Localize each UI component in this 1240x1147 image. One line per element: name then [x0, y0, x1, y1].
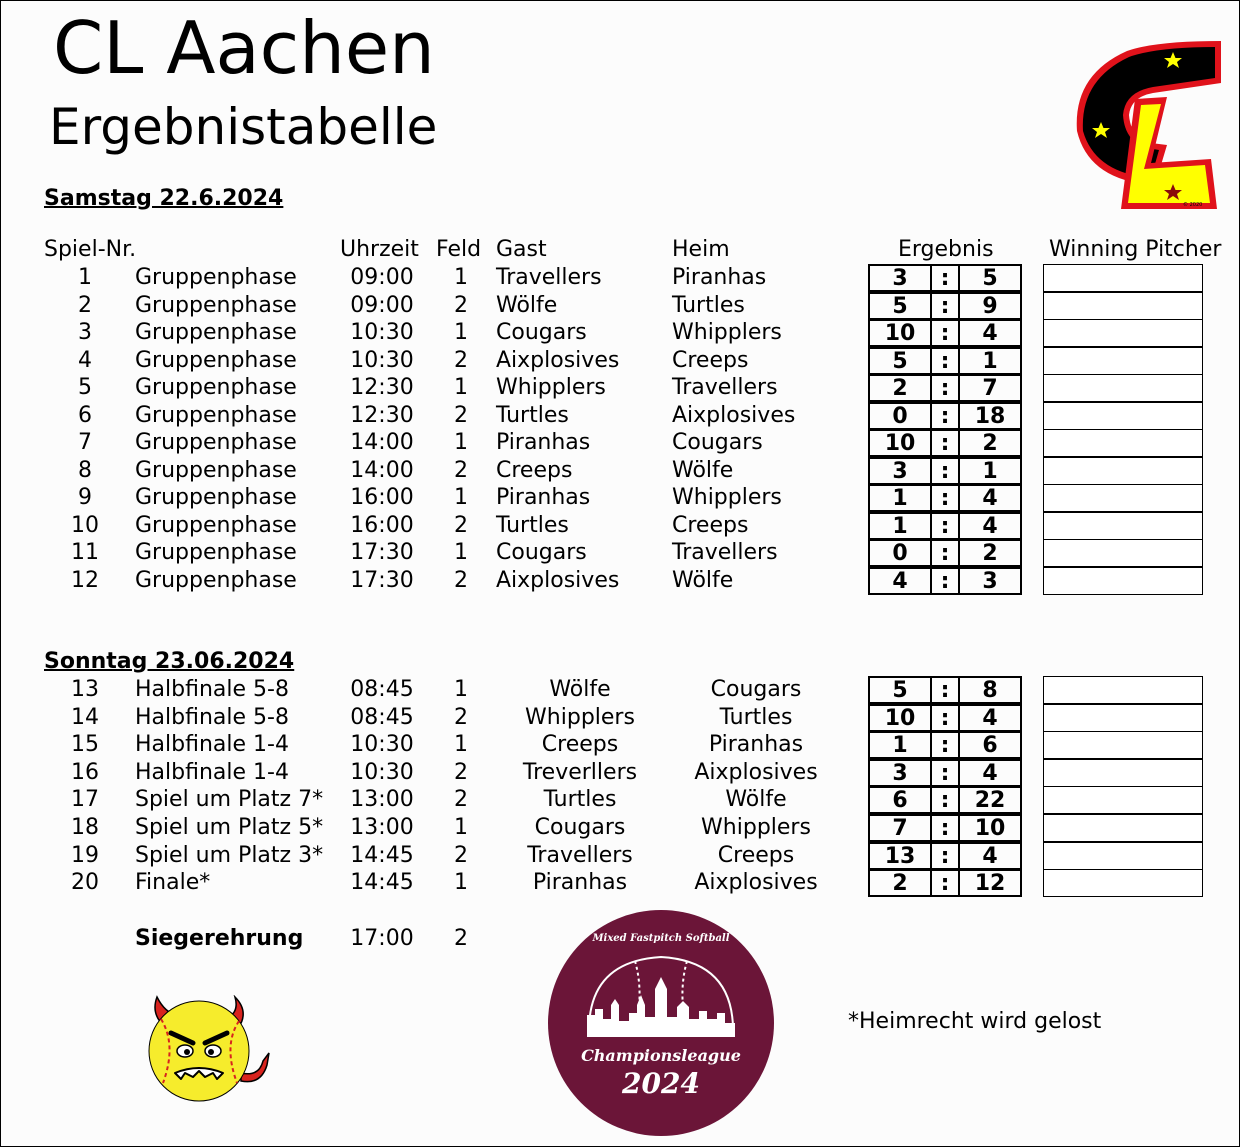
score-home: 9 — [958, 292, 1022, 320]
guest-team: Turtles — [496, 403, 569, 428]
game-number: 4 — [78, 348, 92, 373]
game-phase: Spiel um Platz 7* — [135, 787, 324, 812]
winning-pitcher-field[interactable] — [1043, 429, 1203, 457]
ceremony-field: 2 — [454, 926, 468, 951]
game-time: 14:00 — [350, 458, 414, 483]
score-separator: : — [930, 786, 960, 814]
game-field: 1 — [454, 815, 468, 840]
game-number: 17 — [71, 787, 99, 812]
score-home: 4 — [958, 484, 1022, 512]
score-home: 4 — [958, 704, 1022, 732]
score-separator: : — [930, 292, 960, 320]
game-number: 16 — [71, 760, 99, 785]
game-phase: Gruppenphase — [135, 513, 297, 538]
guest-team: Cougars — [496, 540, 587, 565]
game-time: 08:45 — [350, 677, 414, 702]
game-number: 3 — [78, 320, 92, 345]
header-spiel-nr: Spiel-Nr. — [44, 237, 137, 262]
page-subtitle: Ergebnistabelle — [49, 98, 438, 156]
score-separator: : — [930, 676, 960, 704]
game-number: 14 — [71, 705, 99, 730]
score-home: 4 — [958, 512, 1022, 540]
game-number: 15 — [71, 732, 99, 757]
score-guest: 7 — [868, 814, 932, 842]
table-row — [1, 814, 1239, 841]
score-guest: 1 — [868, 484, 932, 512]
game-time: 10:30 — [350, 320, 414, 345]
winning-pitcher-field[interactable] — [1043, 567, 1203, 595]
score-home: 6 — [958, 731, 1022, 759]
table-row — [1, 319, 1239, 346]
game-phase: Halbfinale 5-8 — [135, 705, 289, 730]
game-number: 5 — [78, 375, 92, 400]
guest-team: Travellers — [527, 843, 633, 868]
score-guest: 10 — [868, 319, 932, 347]
winning-pitcher-field[interactable] — [1043, 292, 1203, 320]
game-number: 7 — [78, 430, 92, 455]
guest-team: Travellers — [496, 265, 602, 290]
table-row — [1, 539, 1239, 566]
game-time: 17:30 — [350, 540, 414, 565]
winning-pitcher-field[interactable] — [1043, 402, 1203, 430]
winning-pitcher-field[interactable] — [1043, 814, 1203, 842]
score-separator: : — [930, 512, 960, 540]
score-guest: 5 — [868, 676, 932, 704]
guest-team: Piranhas — [532, 870, 628, 895]
game-number: 8 — [78, 458, 92, 483]
score-home: 7 — [958, 374, 1022, 402]
game-field: 2 — [454, 787, 468, 812]
guest-team: Aixplosives — [496, 348, 620, 373]
guest-team: Whipplers — [496, 375, 606, 400]
game-field: 2 — [454, 513, 468, 538]
game-time: 13:00 — [350, 815, 414, 840]
game-phase: Gruppenphase — [135, 485, 297, 510]
score-guest: 3 — [868, 759, 932, 787]
winning-pitcher-field[interactable] — [1043, 457, 1203, 485]
game-number: 18 — [71, 815, 99, 840]
score-home: 8 — [958, 676, 1022, 704]
logo-small-text: © 2020 — [1183, 202, 1203, 208]
game-time: 13:00 — [350, 787, 414, 812]
game-number: 11 — [71, 540, 99, 565]
score-guest: 0 — [868, 539, 932, 567]
score-guest: 1 — [868, 512, 932, 540]
day2-heading: Sonntag 23.06.2024 — [44, 649, 295, 674]
game-number: 20 — [71, 870, 99, 895]
score-home: 4 — [958, 319, 1022, 347]
cl-logo-icon — [1071, 35, 1225, 213]
score-separator: : — [930, 484, 960, 512]
game-number: 10 — [71, 513, 99, 538]
home-team: Travellers — [672, 540, 778, 565]
game-field: 2 — [454, 843, 468, 868]
game-time: 09:00 — [350, 265, 414, 290]
guest-team: Aixplosives — [496, 568, 620, 593]
score-home: 2 — [958, 539, 1022, 567]
header-feld: Feld — [436, 237, 482, 262]
game-field: 2 — [454, 458, 468, 483]
score-guest: 2 — [868, 374, 932, 402]
home-team: Turtles — [672, 293, 745, 318]
game-number: 9 — [78, 485, 92, 510]
game-field: 1 — [454, 870, 468, 895]
game-field: 1 — [454, 265, 468, 290]
score-separator: : — [930, 567, 960, 595]
ceremony-time: 17:00 — [350, 926, 414, 951]
score-separator: : — [930, 704, 960, 732]
score-home: 2 — [958, 429, 1022, 457]
table-row — [1, 869, 1239, 896]
winning-pitcher-field[interactable] — [1043, 539, 1203, 567]
home-team: Wölfe — [672, 568, 734, 593]
badge-year: 2024 — [622, 1067, 700, 1100]
home-team: Piranhas — [672, 265, 767, 290]
guest-team: Cougars — [534, 815, 626, 840]
guest-team: Creeps — [541, 732, 619, 757]
score-separator: : — [930, 402, 960, 430]
score-separator: : — [930, 759, 960, 787]
game-time: 09:00 — [350, 293, 414, 318]
home-team: Turtles — [719, 705, 793, 730]
table-row — [1, 429, 1239, 456]
score-guest: 0 — [868, 402, 932, 430]
guest-team: Piranhas — [496, 430, 591, 455]
game-phase: Halbfinale 1-4 — [135, 732, 289, 757]
table-row — [1, 457, 1239, 484]
guest-team: Cougars — [496, 320, 587, 345]
header-gast: Gast — [496, 237, 547, 262]
game-number: 6 — [78, 403, 92, 428]
championsleague-badge-icon — [547, 909, 775, 1137]
score-home: 5 — [958, 264, 1022, 292]
game-phase: Gruppenphase — [135, 430, 297, 455]
guest-team: Whipplers — [525, 705, 635, 730]
game-field: 1 — [454, 540, 468, 565]
header-winning-pitcher: Winning Pitcher — [1049, 237, 1222, 262]
badge-name: Championsleague — [581, 1046, 741, 1065]
devil-softball-icon — [141, 995, 273, 1103]
score-home: 4 — [958, 759, 1022, 787]
game-field: 1 — [454, 430, 468, 455]
score-guest: 3 — [868, 457, 932, 485]
badge-top-text: Mixed Fastpitch Softball — [592, 933, 730, 944]
score-separator: : — [930, 319, 960, 347]
header-uhrzeit: Uhrzeit — [340, 237, 419, 262]
game-number: 12 — [71, 568, 99, 593]
score-guest: 2 — [868, 869, 932, 897]
score-separator: : — [930, 731, 960, 759]
score-separator: : — [930, 814, 960, 842]
home-team: Creeps — [717, 843, 795, 868]
guest-team: Creeps — [496, 458, 573, 483]
winning-pitcher-field[interactable] — [1043, 842, 1203, 870]
game-time: 08:45 — [350, 705, 414, 730]
guest-team: Turtles — [496, 513, 569, 538]
table-row — [1, 347, 1239, 374]
game-phase: Gruppenphase — [135, 265, 297, 290]
game-time: 17:30 — [350, 568, 414, 593]
game-number: 13 — [71, 677, 99, 702]
score-home: 10 — [958, 814, 1022, 842]
home-team: Cougars — [710, 677, 802, 702]
score-guest: 13 — [868, 842, 932, 870]
game-phase: Halbfinale 1-4 — [135, 760, 289, 785]
game-field: 2 — [454, 403, 468, 428]
page-title: CL Aachen — [53, 6, 435, 90]
score-guest: 4 — [868, 567, 932, 595]
score-separator: : — [930, 374, 960, 402]
score-home: 1 — [958, 347, 1022, 375]
winning-pitcher-field[interactable] — [1043, 319, 1203, 347]
home-team: Travellers — [672, 375, 778, 400]
footnote: *Heimrecht wird gelost — [848, 1009, 1102, 1034]
day1-heading: Samstag 22.6.2024 — [44, 186, 284, 211]
table-row — [1, 374, 1239, 401]
score-guest: 3 — [868, 264, 932, 292]
score-home: 1 — [958, 457, 1022, 485]
game-phase: Gruppenphase — [135, 375, 297, 400]
game-time: 10:30 — [350, 348, 414, 373]
home-team: Whipplers — [672, 320, 782, 345]
guest-team: Wölfe — [496, 293, 558, 318]
guest-team: Wölfe — [549, 677, 611, 702]
score-home: 22 — [958, 786, 1022, 814]
table-row — [1, 842, 1239, 869]
game-field: 2 — [454, 760, 468, 785]
table-row — [1, 704, 1239, 731]
winning-pitcher-field[interactable] — [1043, 731, 1203, 759]
home-team: Creeps — [672, 348, 749, 373]
table-row — [1, 402, 1239, 429]
game-phase: Gruppenphase — [135, 320, 297, 345]
table-row — [1, 786, 1239, 813]
game-number: 2 — [78, 293, 92, 318]
game-phase: Halbfinale 5-8 — [135, 677, 289, 702]
winning-pitcher-field[interactable] — [1043, 374, 1203, 402]
home-team: Whipplers — [701, 815, 811, 840]
table-row — [1, 484, 1239, 511]
game-phase: Gruppenphase — [135, 403, 297, 428]
winning-pitcher-field[interactable] — [1043, 869, 1203, 897]
game-number: 1 — [78, 265, 92, 290]
score-guest: 5 — [868, 347, 932, 375]
winning-pitcher-field[interactable] — [1043, 264, 1203, 292]
winning-pitcher-field[interactable] — [1043, 759, 1203, 787]
guest-team: Turtles — [543, 787, 617, 812]
game-field: 1 — [454, 375, 468, 400]
table-row — [1, 676, 1239, 703]
winning-pitcher-field[interactable] — [1043, 347, 1203, 375]
winning-pitcher-field[interactable] — [1043, 512, 1203, 540]
score-home: 4 — [958, 842, 1022, 870]
winning-pitcher-field[interactable] — [1043, 484, 1203, 512]
home-team: Aixplosives — [694, 870, 818, 895]
game-field: 1 — [454, 485, 468, 510]
table-row — [1, 567, 1239, 594]
home-team: Cougars — [672, 430, 763, 455]
game-phase: Finale* — [135, 870, 211, 895]
game-phase: Gruppenphase — [135, 458, 297, 483]
game-time: 16:00 — [350, 513, 414, 538]
winning-pitcher-field[interactable] — [1043, 704, 1203, 732]
game-field: 1 — [454, 677, 468, 702]
game-phase: Gruppenphase — [135, 568, 297, 593]
home-team: Piranhas — [708, 732, 804, 757]
game-phase: Gruppenphase — [135, 540, 297, 565]
table-row — [1, 731, 1239, 758]
game-time: 10:30 — [350, 732, 414, 757]
winning-pitcher-field[interactable] — [1043, 676, 1203, 704]
score-separator: : — [930, 457, 960, 485]
table-row — [1, 292, 1239, 319]
score-separator: : — [930, 539, 960, 567]
game-field: 2 — [454, 568, 468, 593]
score-home: 12 — [958, 869, 1022, 897]
home-team: Creeps — [672, 513, 749, 538]
header-heim: Heim — [672, 237, 730, 262]
game-field: 1 — [454, 732, 468, 757]
home-team: Wölfe — [725, 787, 787, 812]
game-field: 2 — [454, 705, 468, 730]
score-guest: 10 — [868, 429, 932, 457]
table-row — [1, 512, 1239, 539]
guest-team: Treverllers — [522, 760, 638, 785]
header-ergebnis: Ergebnis — [898, 237, 994, 262]
game-time: 12:30 — [350, 403, 414, 428]
home-team: Aixplosives — [672, 403, 796, 428]
score-guest: 10 — [868, 704, 932, 732]
game-time: 14:45 — [350, 843, 414, 868]
game-time: 14:45 — [350, 870, 414, 895]
score-guest: 5 — [868, 292, 932, 320]
home-team: Whipplers — [672, 485, 782, 510]
score-separator: : — [930, 842, 960, 870]
ceremony-label: Siegerehrung — [135, 926, 304, 951]
game-time: 12:30 — [350, 375, 414, 400]
game-phase: Spiel um Platz 5* — [135, 815, 324, 840]
game-number: 19 — [71, 843, 99, 868]
table-row — [1, 759, 1239, 786]
game-field: 1 — [454, 320, 468, 345]
winning-pitcher-field[interactable] — [1043, 786, 1203, 814]
game-time: 16:00 — [350, 485, 414, 510]
score-separator: : — [930, 869, 960, 897]
home-team: Aixplosives — [694, 760, 818, 785]
game-time: 10:30 — [350, 760, 414, 785]
game-phase: Gruppenphase — [135, 348, 297, 373]
game-field: 2 — [454, 293, 468, 318]
score-home: 18 — [958, 402, 1022, 430]
score-guest: 1 — [868, 731, 932, 759]
score-separator: : — [930, 347, 960, 375]
score-separator: : — [930, 429, 960, 457]
score-guest: 6 — [868, 786, 932, 814]
score-home: 3 — [958, 567, 1022, 595]
guest-team: Piranhas — [496, 485, 591, 510]
game-time: 14:00 — [350, 430, 414, 455]
game-phase: Gruppenphase — [135, 293, 297, 318]
game-phase: Spiel um Platz 3* — [135, 843, 324, 868]
game-field: 2 — [454, 348, 468, 373]
home-team: Wölfe — [672, 458, 734, 483]
score-separator: : — [930, 264, 960, 292]
table-row — [1, 264, 1239, 291]
